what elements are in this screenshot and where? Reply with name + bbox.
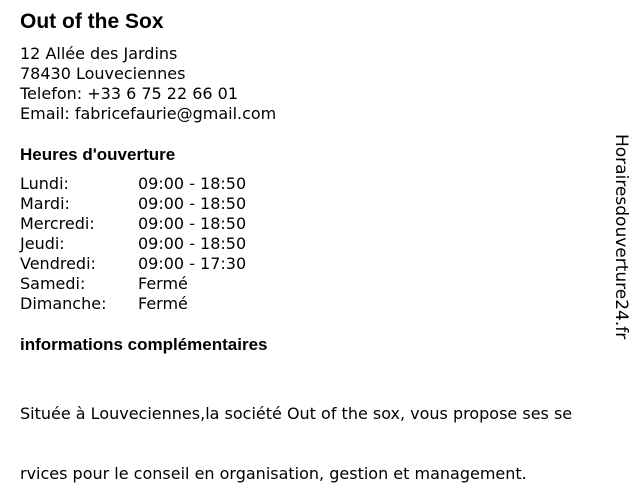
time-value: 09:00 - 17:30 — [138, 254, 247, 273]
email-line: Email: fabricefaurie@gmail.com — [20, 104, 277, 123]
day-label: Lundi: — [20, 174, 69, 193]
hours-row-friday — [20, 254, 320, 274]
day-label: Dimanche: — [20, 294, 107, 313]
time-value: 09:00 - 18:50 — [138, 194, 247, 213]
time-value: Fermé — [138, 294, 188, 313]
watermark-text: Horairesdouverture24.fr — [611, 134, 631, 340]
city-line: 78430 Louveciennes — [20, 64, 186, 83]
hours-row-tuesday — [20, 194, 320, 214]
hours-row-monday — [20, 174, 320, 194]
hours-row-thursday — [20, 234, 320, 254]
day-label: Vendredi: — [20, 254, 96, 273]
day-label: Mardi: — [20, 194, 70, 213]
day-label: Jeudi: — [20, 234, 65, 253]
time-value: 09:00 - 18:50 — [138, 174, 247, 193]
street-address: 12 Allée des Jardins — [20, 44, 178, 63]
day-label: Mercredi: — [20, 214, 95, 233]
hours-row-wednesday — [20, 214, 320, 234]
time-value: 09:00 - 18:50 — [138, 214, 247, 233]
hours-row-saturday — [20, 274, 320, 294]
opening-hours-table — [20, 174, 320, 314]
opening-hours-heading: Heures d'ouverture — [20, 145, 176, 164]
description-line: rvices pour le conseil en organisation, gestion et management. — [20, 464, 527, 483]
contact-block — [20, 44, 276, 124]
description-line: Située à Louveciennes,la société Out of the sox, vous propose ses se — [20, 404, 573, 423]
time-value: 09:00 - 18:50 — [138, 234, 247, 253]
business-name: Out of the Sox — [20, 10, 164, 33]
additional-info-text — [20, 364, 626, 504]
day-label: Samedi: — [20, 274, 86, 293]
site-watermark — [606, 134, 636, 346]
phone-line: Telefon: +33 6 75 22 66 01 — [20, 84, 239, 103]
hours-row-sunday — [20, 294, 320, 314]
additional-info-heading: informations complémentaires — [20, 335, 268, 354]
time-value: Fermé — [138, 274, 188, 293]
